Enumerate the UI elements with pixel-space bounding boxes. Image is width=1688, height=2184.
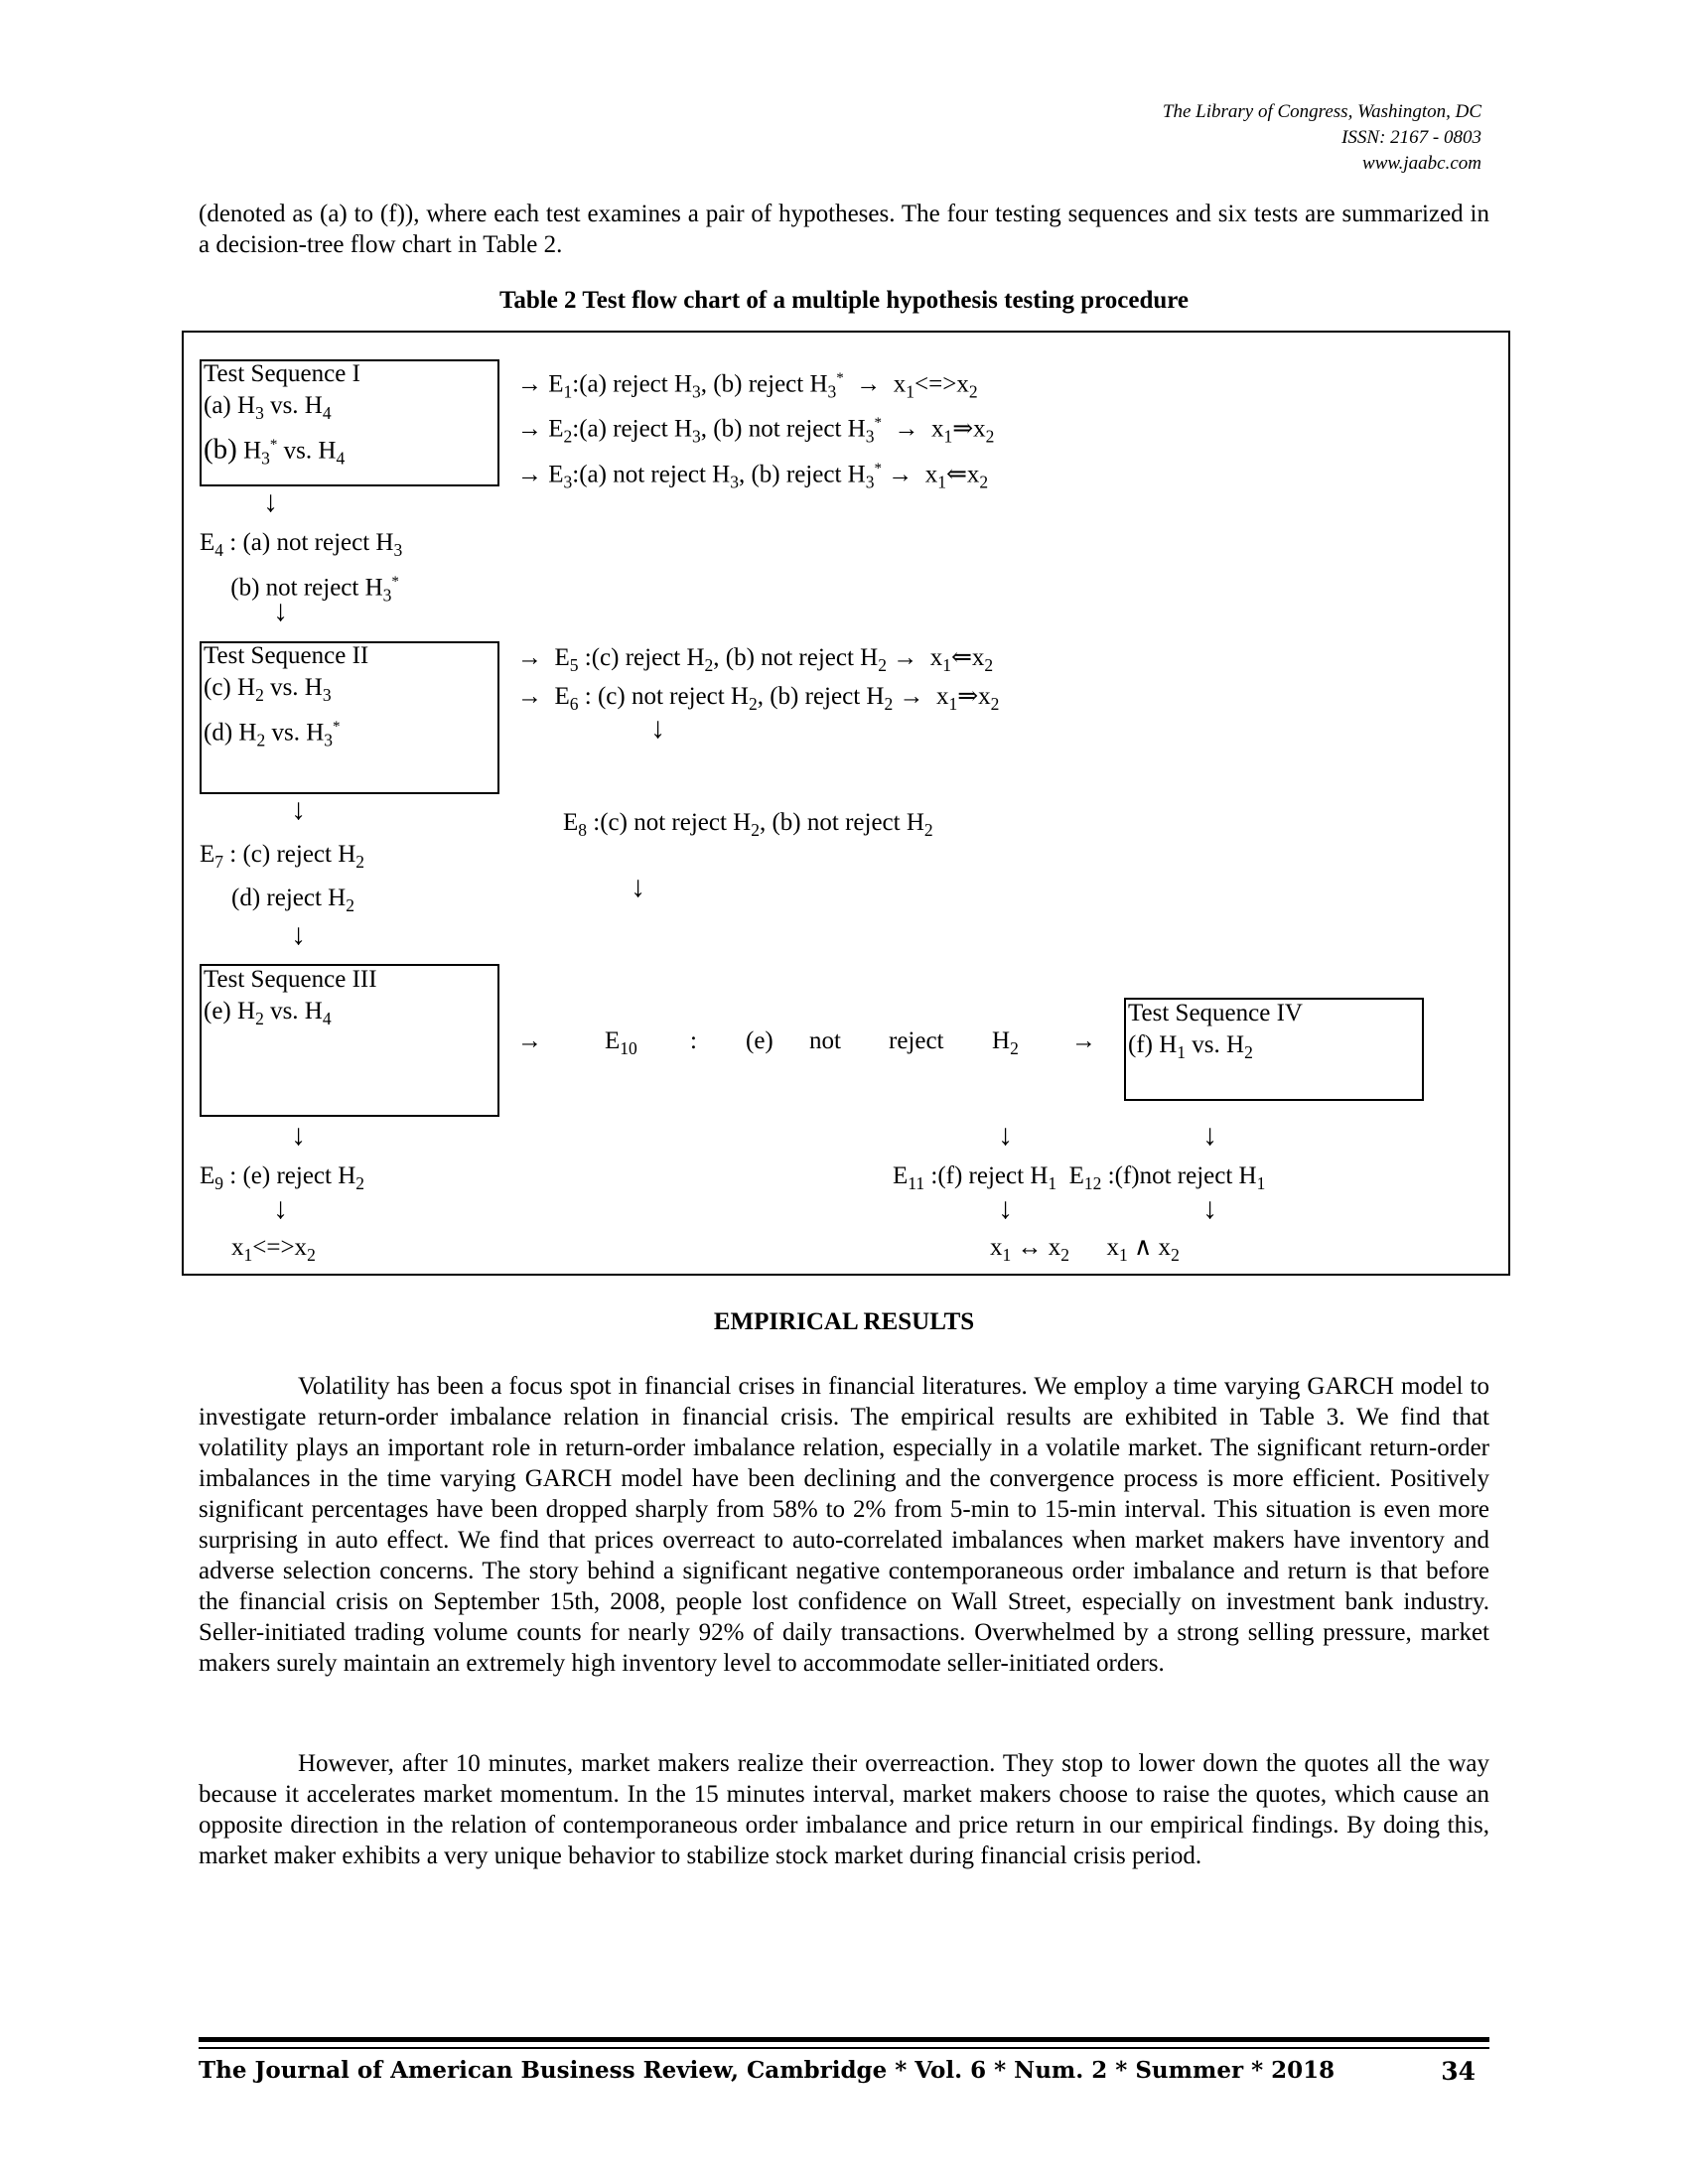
section-heading: EMPIRICAL RESULTS	[713, 1308, 975, 1335]
footer-journal: The Journal of American Business Review, Cambridge * Vol. 6 * Num. 2 * Summer * 2018	[199, 2057, 1336, 2084]
header-line-1: The Library of Congress, Washington, DC	[1162, 101, 1481, 122]
down-arrow: ↓	[291, 918, 306, 951]
outcome-e9: $E_9$ : (e) reject $H_2$	[200, 1162, 365, 1193]
down-arrow: ↓	[273, 595, 288, 627]
outcome-e4: $E_4$ : (a) not reject $H_3$ (b) not reject $H_3^*$	[200, 529, 403, 606]
footer-rule-thick	[199, 2037, 1489, 2042]
down-arrow: ↓	[631, 871, 645, 903]
down-arrow: ↓	[291, 1119, 306, 1152]
header-line-3: www.jaabc.com	[1362, 153, 1481, 174]
down-arrow: ↓	[1202, 1119, 1217, 1152]
test-sequence-1-text: Test Sequence I (a) $H_3$ vs. $H_4$ (b) $H_3^*$ vs. $H_4$	[204, 360, 360, 469]
body-paragraph-1	[199, 1371, 1489, 1679]
down-arrow: ↓	[273, 1192, 288, 1225]
down-arrow: ↓	[1202, 1192, 1217, 1225]
intro-paragraph	[199, 199, 1489, 260]
test-sequence-4-text: Test Sequence IV (f) $H_1$ vs. $H_2$	[1128, 1000, 1303, 1062]
down-arrow: ↓	[650, 712, 665, 745]
down-arrow: ↓	[291, 793, 306, 826]
test-sequence-2-text: Test Sequence II (c) $H_2$ vs. $H_3$ (d) $H_2$ vs. $H_3^*$	[204, 642, 369, 751]
outcome-e7: $E_7$ : (c) reject $H_2$	[200, 841, 365, 872]
flow-chart-table: Test Sequence I (a) $H_3$ vs. $H_4$ (b) $H_3^*$ vs. $H_4$ → $E_1:(a)$ reject $H_3$, (b) reject $H_3^* \to x_1<=>x_2$ → $E_2:(a)$ reject $H_3$, (b) not reject $H_3^*$ → $x_1\Rightarrow x_2$ → $E_3:(a)$ not reject $H_3$, (b) reject $H_3^*$ → $x_1⇐x_2$ ↓ $E_4$ : (a) not reject $H_3$ (b) not reject $H_3^*$ ↓ Test Sequence II (c) $H_2$ vs. $H_3$ (d) $H_2$ vs. $H_3^*$ → $E_5$ :(c) reject $H_2$, (b) not reject $H_2$ → $x_1⇐x_2$ → $E_6$ : (c) not reject $H_2$, (b) reject $H_2$ → $x_1\Rightarrow x_2$ ↓ ↓ $E_8$ :(c) not reject $H_2$, (b) not reject $H_2$ $E_7$ : (c) reject $H_2$ ↓ (d) reject $H_2$ ↓ Test Sequence III (e) $H_2$ vs. $H_4$ → $E_{10}$ : (e) not reject $H_2$ → Test Sequence IV (f) $H_1$ vs. $H_2$ ↓ ↓ ↓ $E_9$ : (e) reject $H_2$ $E_{11}$ :(f) reject $H_1$ $E_{12}$ :(f)not reject $H_1$ ↓ ↓ ↓ $x_1<=>x_2$ $x_1$ ↔ $x_2$ $x_1$ ∧ $x_2$	[182, 331, 1510, 1276]
down-arrow: ↓	[998, 1192, 1013, 1225]
results-e11-e12: $x_1$ ↔ $x_2$ $x_1$ ∧ $x_2$	[990, 1234, 1180, 1265]
outcomes-e11-e12: $E_{11}$ :(f) reject $H_1$ $E_{12}$ :(f)not reject $H_1$	[893, 1162, 1266, 1193]
outcome-e7-d: (d) reject $H_2$	[231, 885, 354, 915]
outcome-e8: $E_8$ :(c) not reject $H_2$, (b) not reject $H_2$	[563, 809, 933, 840]
outcomes-e1-e3: → $E_1:(a)$ reject $H_3$, (b) reject $H_3^* \to x_1<=>x_2$ → $E_2:(a)$ reject $H_3$, (b) not reject $H_3^*$ → $x_1\Rightarrow x_2$ → $E_3:(a)$ not reject $H_3$, (b) reject $H_3^*$ → $x_1⇐x_2$	[517, 370, 995, 491]
table-caption: Table 2 Test flow chart of a multiple hypothesis testing procedure	[498, 287, 1190, 314]
test-sequence-3-text: Test Sequence III (e) $H_2$ vs. $H_4$	[204, 966, 377, 1028]
page-number: 34	[1441, 2057, 1476, 2086]
down-arrow: ↓	[263, 485, 278, 518]
body-paragraph-2	[199, 1748, 1489, 1871]
paragraph-text: However, after 10 minutes, market makers realize their overreaction. They stop to lower down the quotes all the way because it accelerates market momentum. In the 15 minutes interval, market makers choose to raise the quotes, which cause an opposite direction in the relation of contemporaneous order imbalance and price return in our empirical findings. By doing this, market maker exhibits a very unique behavior to stabilize stock market during financial crisis period.	[199, 1750, 1489, 1869]
outcomes-e5-e6: → $E_5$ :(c) reject $H_2$, (b) not reject $H_2$ → $x_1⇐x_2$ → $E_6$ : (c) not reject $H_2$, (b) reject $H_2$ → $x_1\Rightarrow x_2$	[517, 644, 1000, 714]
result-e9: $x_1<=>x_2$	[231, 1234, 316, 1265]
down-arrow: ↓	[998, 1119, 1013, 1152]
intro-text: (denoted as (a) to (f)), where each test examines a pair of hypotheses. The four testing sequences and six tests are summarized in a decision-tree flow chart in Table 2.	[199, 201, 1489, 258]
running-header	[1163, 99, 1481, 177]
paragraph-text: Volatility has been a focus spot in financial crises in financial literatures. We employ a time varying GARCH model to investigate return-order imbalance relation in financial crisis. The empirical results are exhibited in Table 3. We find that volatility plays an important role in return-order imbalance relation, especially in a volatile market. The significant return-order imbalances in the time varying GARCH model have been declining and the convergence process is more efficient. Positively significant percentages have been dropped sharply from 58% to 2% from 5-min to 15-min interval. This situation is even more surprising in auto effect. We find that prices overreact to auto-correlated imbalances when market makers have inventory and adverse selection concerns. The story behind a significant negative contemporaneous order imbalance and return is that before the financial crisis on September 15th, 2008, people lost confidence on Wall Street, especially on investment bank industry. Seller-initiated trading volume counts for nearly 92% of daily transactions. Overwhelmed by a strong selling pressure, market makers surely maintain an extremely high inventory level to accommodate seller-initiated orders.	[199, 1373, 1489, 1677]
footer-rule-thin	[199, 2047, 1489, 2049]
header-line-2: ISSN: 2167 - 0803	[1341, 127, 1481, 148]
